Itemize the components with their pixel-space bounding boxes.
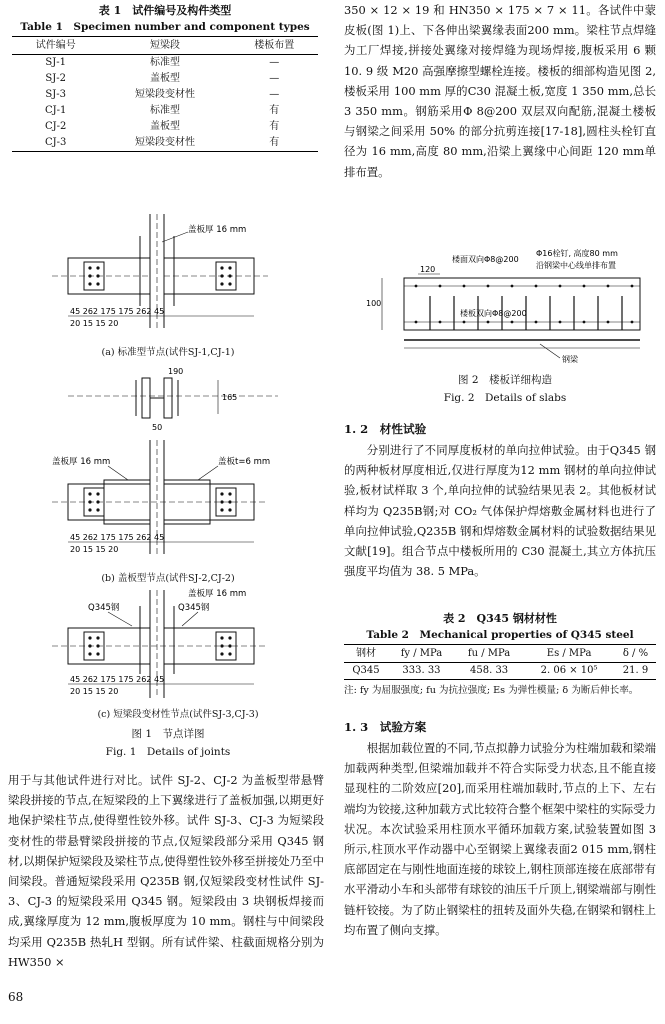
fig2-label-beam: 钢梁	[562, 355, 578, 364]
table2-title-cn: 表 2 Q345 钢材材性	[443, 612, 557, 625]
fig2-dim-120: 120	[420, 265, 436, 274]
table-row: SJ-3 短梁段变材性 —	[45, 89, 280, 100]
figure1c-drawing	[48, 586, 308, 716]
figure1-caption-cn: 图 1 节点详图	[131, 728, 205, 740]
fig2-label-bottom: 楼板双向Φ8@200	[460, 309, 527, 318]
figure1-caption-en: Fig. 1 Details of joints	[105, 746, 231, 758]
table1-header: 短梁段	[99, 37, 230, 55]
cover-plate-label: 盖板厚 16 mm	[188, 225, 247, 235]
dim-row2-b: 20 15 15 20	[70, 545, 119, 554]
left-body	[8, 770, 324, 972]
fig2-label-top-left: 楼面双向Φ8@200	[452, 255, 519, 264]
figure2-caption-en: Fig. 2 Details of slabs	[443, 392, 567, 404]
table2-note: 注: fy 为屈服强度; fu 为抗拉强度; Es 为弹性模量; δ 为断后伸长率。	[344, 685, 639, 696]
dim-row2: 20 15 15 20	[70, 319, 119, 328]
fig2-label-top-right2: 沿钢梁中心线单排布置	[536, 261, 616, 270]
table2-block	[344, 610, 656, 698]
section-1-2-body: 分别进行了不同厚度板材的单向拉伸试验。由于Q345 钢的两种板材厚度相近,仅进行厚度为12 mm 钢材的单向拉伸试验,板材试样取 3 个,单向拉伸的试验结果见表 2。其他板材试样均为 Q235B钢;对 CO₂ 气体保护焊熔敷金属材料也进行了单向拉伸试验,Q235B 钢和焊熔数金属材料的试验数据结果见文献[19]。组合节点中楼板所用的 C30 混凝土,其立方体抗压强度平均值为 38. 5 MPa。	[344, 443, 656, 579]
fig2-label-top-right: Φ16栓钉, 高度80 mm	[536, 249, 618, 258]
figure1a-label: (a) 标准型节点(试件SJ-1,CJ-1)	[101, 347, 235, 358]
section-1-2	[344, 418, 656, 581]
table-row: CJ-3 短梁段变材性 有	[12, 135, 318, 152]
section-1-2-heading: 1. 2 材性试验	[344, 422, 427, 436]
dim-row2-c: 20 15 15 20	[70, 687, 119, 696]
left-paragraph: 用于与其他试件进行对比。试件 SJ-2、CJ-2 为盖板型带悬臂梁段拼接的节点,在短梁段的上下翼缘进行了盖板加强,以期更好地保护梁柱节点,使得塑性铰外移。试件 SJ-3、CJ-3 为短梁段变材性的带悬臂梁段拼接的节点,仅短梁段部分采用 Q345 钢材,以期保护短梁段及梁柱节点,使得塑性铰外移至拼接处乃至中间梁段。普通短梁段采用 Q235B 钢,仅短梁段变材性试件 SJ-3、CJ-3 的短梁段采用 Q345 钢。短梁段由 3 块钢板焊接而成,翼缘厚度为 12 mm,腹板厚度为 10 mm。钢柱与中间梁段均采用 Q235B 热轧H 型钢。所有试件梁、柱截面规格分别为 HW350 ×	[8, 773, 324, 969]
figure1c-label: (c) 短梁段变材性节点(试件SJ-3,CJ-3)	[97, 709, 259, 720]
section-1-3	[344, 716, 656, 940]
table2-header: fu / MPa	[455, 645, 523, 663]
table1-header: 试件编号	[12, 37, 99, 55]
dim-50: 50	[152, 423, 163, 432]
steel-left-label: Q345钢	[88, 603, 120, 613]
right-body-intro	[344, 0, 656, 182]
table-row: SJ-1 标准型 —	[45, 57, 280, 68]
figure1	[48, 210, 308, 762]
section-1-3-body: 根据加载位置的不同,节点拟静力试验分为柱端加载和梁端加载两种类型,但梁端加载并不符合实际受力状态,且不能直接显现柱的二阶效应[20],而采用柱端加载时,节点的上下、左右端均为铰接,这种加载方式比较符合整个框架中梁柱的实际受力状况。本次试验采用柱顶水平循环加载方案,试验装置如图 3 所示,柱顶水平作动器中心至钢梁上翼缘表面2 015 mm,钢柱底部固定在与刚性地面连接的球铰上,钢柱顶部连接在底部带有水平滑动小车和头部带有球铰的油压千斤顶上,钢梁端部与刚性链杆铰接。为了防止钢梁柱的扭转及面外失稳,在钢梁和钢柱上均布置了侧向支撑。	[344, 741, 656, 937]
figure2-caption-cn: 图 2 楼板详细构造	[457, 374, 553, 386]
section-1-3-heading: 1. 3 试验方案	[344, 720, 427, 734]
dim-row1: 45 262 175 175 262 45	[70, 307, 165, 316]
table1-title-en: Table 1 Specimen number and component types	[20, 21, 310, 33]
table1-title-cn: 表 1 试件编号及构件类型	[98, 4, 232, 17]
figure2	[360, 248, 650, 408]
figure1b-label: (b) 盖板型节点(试件SJ-2,CJ-2)	[101, 573, 235, 584]
dim-row1-c: 45 262 175 175 262 45	[70, 675, 165, 684]
figure1-section	[48, 366, 308, 436]
table1-block	[12, 2, 318, 152]
table2	[344, 644, 656, 680]
table1	[12, 36, 318, 152]
table2-title-en: Table 2 Mechanical properties of Q345 steel	[366, 629, 634, 641]
dim-row1-b: 45 262 175 175 262 45	[70, 533, 165, 542]
table2-header: Es / MPa	[523, 645, 615, 663]
right-intro-paragraph: 350 × 12 × 19 和 HN350 × 175 × 7 × 11。各试件中蒙皮板(图 1)上、下各伸出梁翼缘表面200 mm。梁柱节点焊缝为工厂焊接,拼接处翼缘对接焊缝为现场焊接,腹板采用 6 颗10. 9 级 M20 高强摩擦型螺栓连接。楼板的细部构造见图 2,楼板采用 100 mm 厚的C30 混凝土板,宽度 1 350 mm,总长3 350 mm。钢筋采用Φ 8@200 双层双向配筋,混凝土楼板与钢梁之间采用 50% 的部分抗剪连接[17-18],圆柱头栓钉直径为 16 mm,高度 80 mm,沿梁上翼缘中心间距 120 mm单排布置。	[344, 3, 656, 179]
figure1b-drawing	[48, 436, 308, 576]
table-row: CJ-2 盖板型 有	[45, 121, 280, 132]
figure2-drawing	[360, 248, 650, 372]
table-row: SJ-2 盖板型 —	[45, 73, 280, 84]
fig2-dim-100: 100	[366, 299, 382, 308]
table2-header: δ / %	[615, 645, 656, 663]
table2-header: fy / MPa	[388, 645, 455, 663]
table-row: CJ-1 标准型 有	[45, 105, 280, 116]
figure1a-drawing	[48, 210, 308, 350]
steel-right-label: Q345钢	[178, 603, 210, 613]
web-plate-label: 盖板t=6 mm	[218, 457, 271, 467]
table2-header: 钢材	[344, 645, 388, 663]
table1-header: 楼板布置	[231, 37, 318, 55]
cover-plate-label-b: 盖板厚 16 mm	[52, 457, 111, 467]
cover-plate-label-c: 盖板厚 16 mm	[188, 589, 247, 599]
dim-165: 165	[222, 393, 238, 402]
dim-190: 190	[168, 367, 184, 376]
table-row: Q345 333. 33 458. 33 2. 06 × 10⁵ 21. 9	[344, 663, 656, 680]
page-number: 68	[8, 990, 24, 1004]
